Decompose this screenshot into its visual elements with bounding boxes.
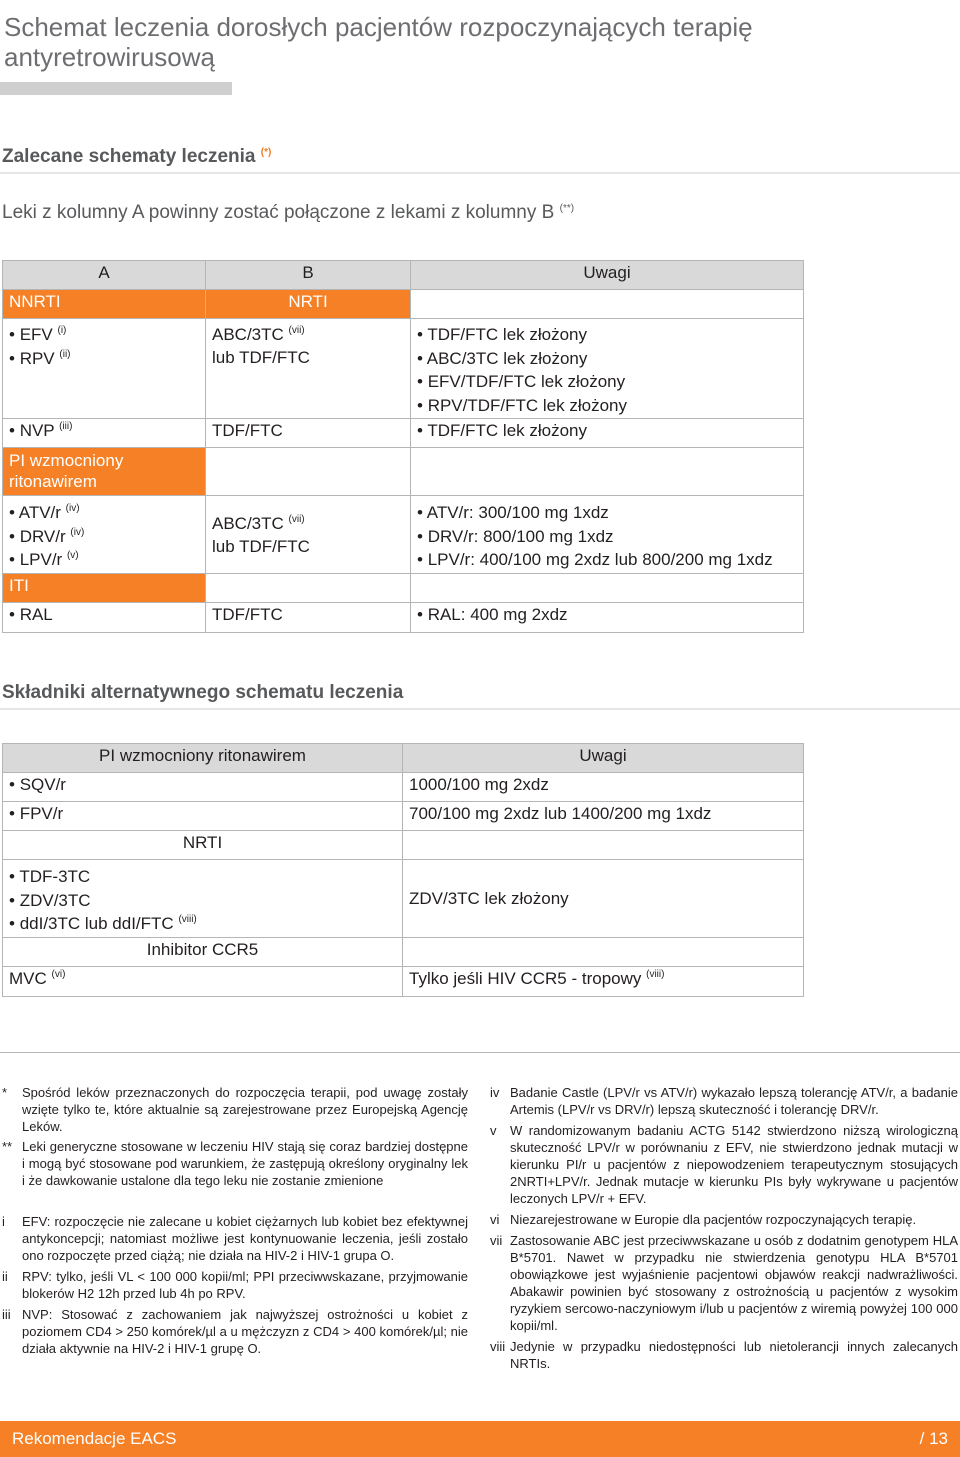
col-b-header: B (206, 261, 411, 290)
notes-fpv: 700/100 mg 2xdz lub 1400/200 mg 1xdz (403, 802, 804, 831)
drug-ral: • RAL (3, 603, 206, 633)
footnote-iv: iv Badanie Castle (LPV/r vs ATV/r) wykazało lepszą tolerancję ATV/r, a badanie Artemis (LPV/r vs DRV/r) lepszą skuteczność i tolerancję DRV/r. (490, 1085, 958, 1117)
footnote-vi: vi Niezarejestrowane w Europie dla pacjentów rozpoczynających terapię. (490, 1212, 917, 1227)
ccr5-subheader: Inhibitor CCR5 (3, 938, 403, 967)
footnote-v: v W randomizowanym badaniu ACTG 5142 stwierdzono niższą wirologiczną skuteczność LPV/r w porównaniu z EFV, nie stwierdzono jednak mutacji w kierunku PI/r u pacjentów z niepowodzeniem terapeutycznym stosujących 2NRTI+LPV/r. Jednak mutacje w kierunku PIs były wykrywane u pacjentów leczonych LPV/r + EFV. (490, 1123, 958, 1206)
footnote-i: i EFV: rozpoczęcie nie zalecane u kobiet ciężarnych lub kobiet bez efektywnej antykoncepcji; natomiast możliwe jest kontynuowanie leczenia, jeśli zostało ono rozpoczęte przed ciążą; nie działa na HIV-2 i HIV-1 grupa O. (2, 1214, 468, 1263)
nrti-subheader: NRTI (3, 831, 403, 860)
iti-label: ITI (3, 574, 206, 603)
section-heading-recommended: Zalecane schematy leczenia (*) (2, 146, 272, 167)
page-number: / 13 (919, 1429, 948, 1448)
notes-nvp: • TDF/FTC lek złożony (411, 419, 804, 448)
drug-nvp: • NVP $^{(iii)}$ (3, 419, 206, 448)
nrti-drugs-3: ABC/3TC $^{(vii)}$ lub TDF/FTC (206, 496, 411, 574)
recommended-table (2, 260, 804, 633)
footnote-vii: vii Zastosowanie ABC jest przeciwwskazane u osób z dodatnim genotypem HLA B*5701. Nawet w przypadku nie stwierdzenia genotypu HLA B*5701 obowiązkowe jest wyjaśnienie pacjentowi objawów reakcji nadwrażliwości. Abakawir powinien być stosowany z ostrożnością u pacjentów z wysokim ryzykiem sercowo-naczyniowym i/lub u pacjentów z wiremią powyżej 100 000 kopii/ml. (490, 1233, 958, 1333)
footnote-ii: ii RPV: tylko, jeśli VL < 100 000 kopii/ml; PPI przeciwwskazane, przyjmowanie blokerów H2 12h przed lub 4h po RPV. (2, 1269, 468, 1301)
notes-header: Uwagi (403, 744, 804, 773)
footnote-viii: viii Jedynie w przypadku niedostępności lub nietolerancji innych zalecanych NRTIs. (490, 1339, 958, 1371)
nrti-drugs-2: TDF/FTC (206, 419, 411, 448)
col-a-header: A (3, 261, 206, 290)
nrti-label: NRTI (206, 290, 411, 319)
nnrti-drugs (3, 319, 206, 419)
footnote-double-star: ** Leki generyczne stosowane w leczeniu HIV stają się coraz bardziej dostępne i mogą być stosowane pod warunkiem, że zastępują określony oryginalny lek i że dawkowanie ustalone dla tego leku nie zostanie zmienione (2, 1139, 468, 1188)
title-underline (0, 82, 232, 95)
nrti-alt-drugs: • TDF-3TC • ZDV/3TC • ddI/3TC lub ddI/FTC $^{(viii)}$ (3, 860, 403, 938)
footnote-divider (0, 1052, 960, 1053)
drug-mvc: MVC $^{(vi)}$ (3, 967, 403, 997)
drug-sqv: • SQV/r (3, 773, 403, 802)
notes-pi: • ATV/r: 300/100 mg 1xdz • DRV/r: 800/100 mg 1xdz • LPV/r: 400/100 mg 2xdz lub 800/200 mg 1xdz (411, 496, 804, 574)
footer-brand: Rekomendacje EACS (12, 1429, 177, 1448)
pi-drugs: • ATV/r $^{(iv)}$ • DRV/r $^{(iv)}$ • LPV/r $^{(v)}$ (3, 496, 206, 574)
pi-header: PI wzmocniony ritonawirem (3, 744, 403, 773)
col-notes-header: Uwagi (411, 261, 804, 290)
section-heading-alternative: Składniki alternatywnego schematu leczenia (2, 682, 404, 703)
drug-efv: • EFV $^{(i)}$ (9, 323, 199, 347)
drug-fpv: • FPV/r (3, 802, 403, 831)
notes-ral: • RAL: 400 mg 2xdz (411, 603, 804, 633)
notes-mvc: Tylko jeśli HIV CCR5 - tropowy $^{(viii)}$ (403, 967, 804, 997)
footnote-star: * Spośród leków przeznaczonych do rozpoczęcia terapii, pod uwagę zostały wzięte tylko te, które aktualnie są zarejestrowane przez Europejską Agencję Leków. (2, 1085, 468, 1134)
footnotes-left (2, 1084, 468, 1357)
section-rule-2 (0, 708, 960, 710)
nrti-drugs-1: ABC/3TC $^{(vii)}$ lub TDF/FTC (206, 319, 411, 419)
section-rule (0, 172, 960, 174)
pi-label: PI wzmocniony ritonawirem (3, 448, 206, 496)
drug-rpv: • RPV $^{(ii)}$ (9, 347, 199, 371)
page-title: Schemat leczenia dorosłych pacjentów rozpoczynających terapię antyretrowirusową (4, 12, 753, 72)
alternative-table (2, 743, 804, 997)
nnrti-label: NNRTI (3, 290, 206, 319)
notes-sqv: 1000/100 mg 2xdz (403, 773, 804, 802)
nrti-drugs-4: TDF/FTC (206, 603, 411, 633)
footnote-iii: iii NVP: Stosować z zachowaniem jak najwyższej ostrożności u kobiet z poziomem CD4 > 250 komórek/µl a u mężczyzn z CD4 > 400 komórek/µl; nie działa aktywnie na HIV-2 i HIV-1 grupę O. (2, 1307, 468, 1356)
footnotes-right (490, 1084, 958, 1372)
intro-text: Leki z kolumny A powinny zostać połączone z lekami z kolumny B (**) (2, 202, 575, 223)
notes-nnrti: • TDF/FTC lek złożony • ABC/3TC lek złożony • EFV/TDF/FTC lek złożony • RPV/TDF/FTC lek złożony (411, 319, 804, 419)
footer-bar (0, 1421, 960, 1457)
notes-nrti-alt: ZDV/3TC lek złożony (403, 860, 804, 938)
